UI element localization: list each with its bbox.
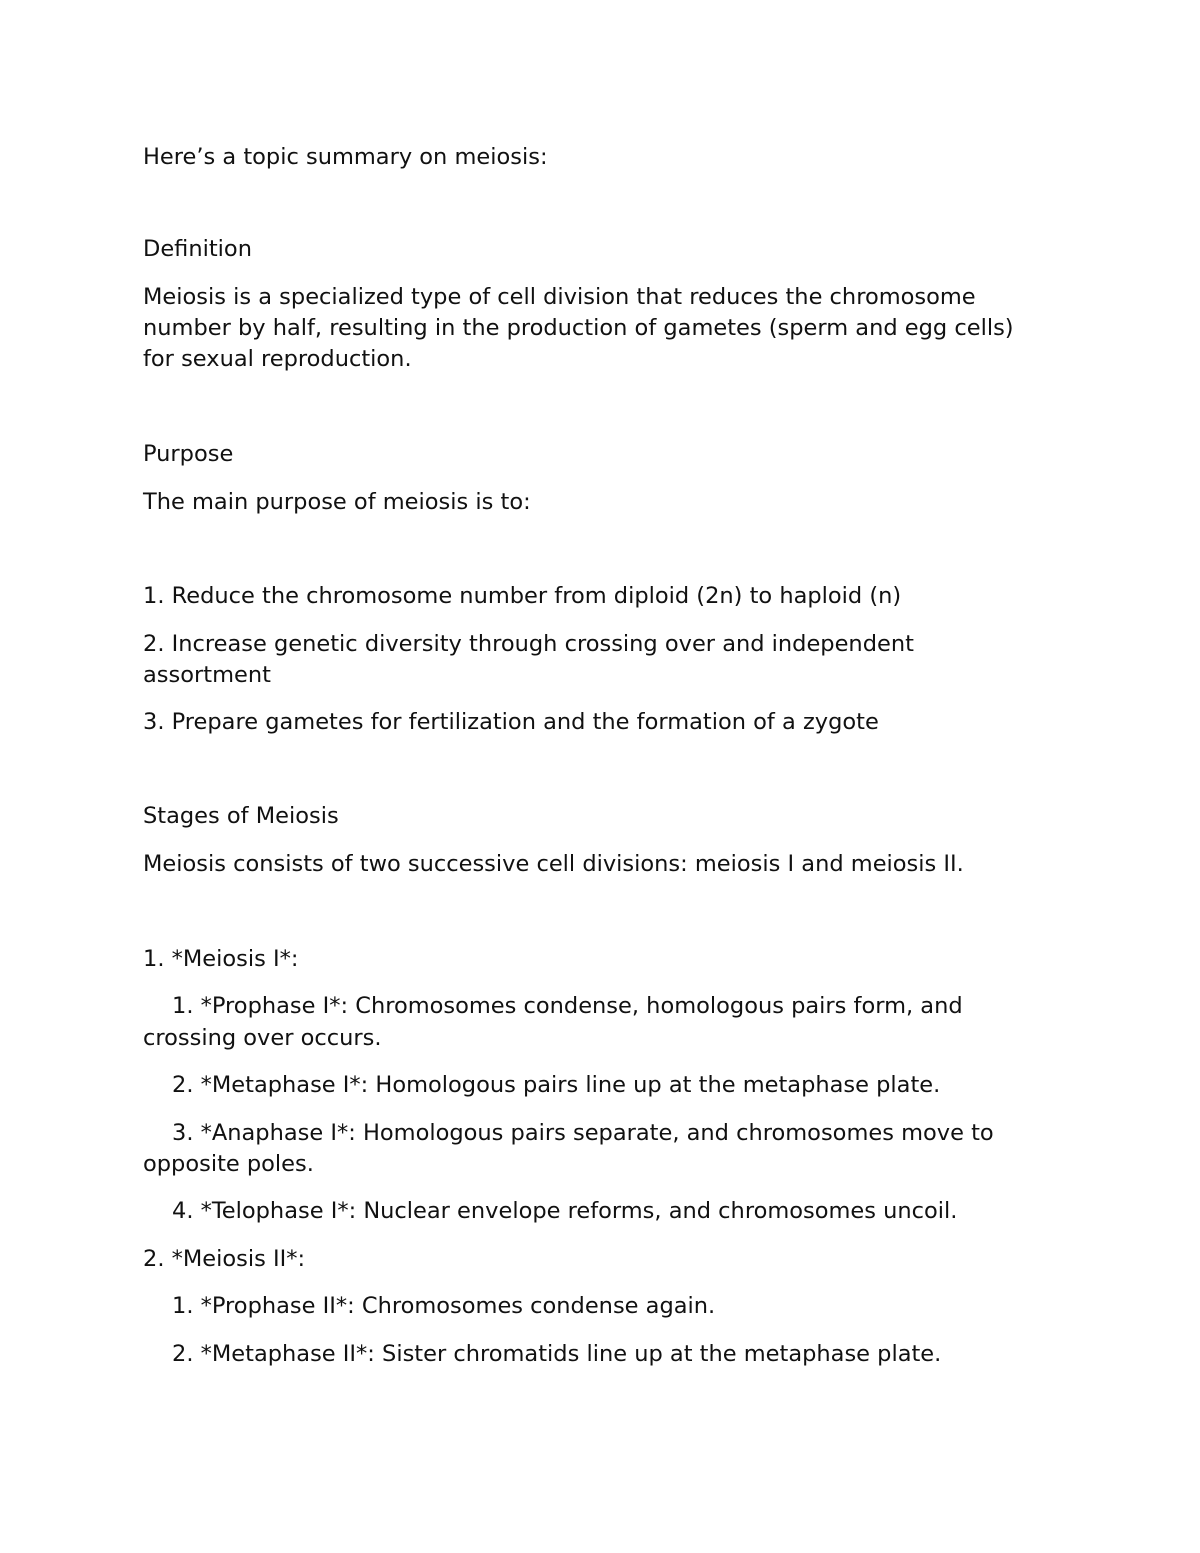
prophase-2-item: 1. *Prophase II*: Chromosomes condense again. — [172, 1293, 716, 1319]
meiosis-1-title: 1. *Meiosis I*: — [143, 946, 299, 972]
meiosis-2-title: 2. *Meiosis II*: — [143, 1246, 306, 1272]
prophase-1-continued: crossing over occurs. — [143, 1025, 382, 1051]
purpose-lead: The main purpose of meiosis is to: — [143, 489, 531, 515]
definition-heading: Definition — [143, 236, 252, 262]
stages-heading: Stages of Meiosis — [143, 803, 339, 829]
intro-text: Here’s a topic summary on meiosis: — [143, 144, 548, 170]
definition-line: number by half, resulting in the production of gametes (sperm and egg cells) — [143, 315, 1014, 341]
metaphase-2-item: 2. *Metaphase II*: Sister chromatids line up at the metaphase plate. — [172, 1341, 942, 1367]
purpose-item-continued: assortment — [143, 662, 271, 688]
metaphase-1-item: 2. *Metaphase I*: Homologous pairs line up at the metaphase plate. — [172, 1072, 941, 1098]
stages-lead: Meiosis consists of two successive cell divisions: meiosis I and meiosis II. — [143, 851, 964, 877]
prophase-1-item: 1. *Prophase I*: Chromosomes condense, homologous pairs form, and — [172, 993, 963, 1019]
telophase-1-item: 4. *Telophase I*: Nuclear envelope reforms, and chromosomes uncoil. — [172, 1198, 958, 1224]
purpose-item: 2. Increase genetic diversity through crossing over and independent — [143, 631, 914, 657]
purpose-item: 3. Prepare gametes for fertilization and the formation of a zygote — [143, 709, 879, 735]
anaphase-1-item: 3. *Anaphase I*: Homologous pairs separate, and chromosomes move to — [172, 1120, 994, 1146]
definition-line: for sexual reproduction. — [143, 346, 412, 372]
anaphase-1-continued: opposite poles. — [143, 1151, 314, 1177]
definition-line: Meiosis is a specialized type of cell division that reduces the chromosome — [143, 284, 976, 310]
purpose-item: 1. Reduce the chromosome number from diploid (2n) to haploid (n) — [143, 583, 902, 609]
purpose-heading: Purpose — [143, 441, 234, 467]
